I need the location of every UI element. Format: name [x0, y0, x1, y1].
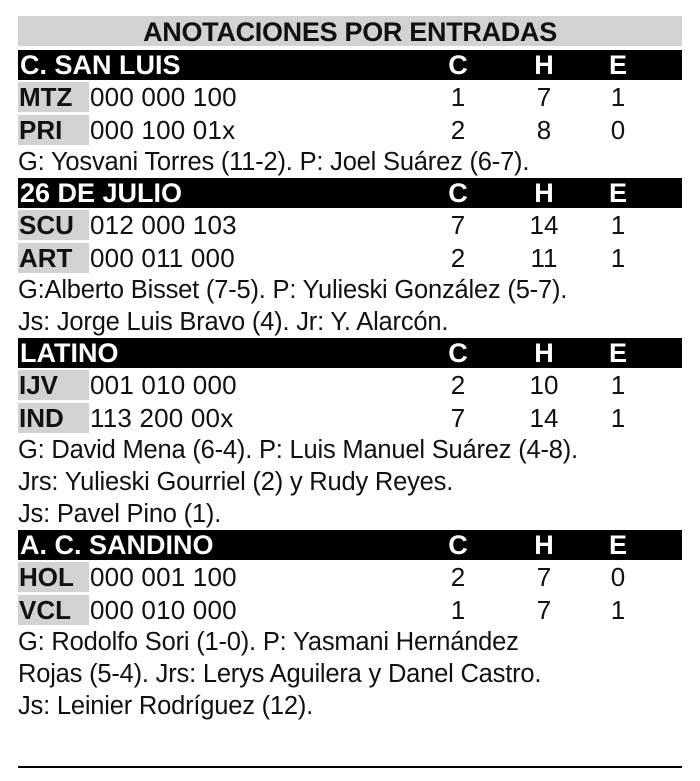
game-latino: [18, 338, 682, 530]
line-score: 000 011 000: [90, 243, 235, 273]
team-abbr: VCL: [18, 595, 89, 625]
pitcher-note: G: Yosvani Torres (11-2). P: Joel Suárez (6-7).: [18, 148, 530, 176]
team-row: [18, 241, 682, 274]
col-header-hits: H: [534, 530, 554, 560]
runs: 1: [450, 82, 466, 112]
venue-name: LATINO: [20, 338, 119, 368]
team-abbr: SCU: [18, 210, 89, 240]
runs: 2: [450, 370, 466, 400]
pitcher-note: G: Rodolfo Sori (1-0). P: Yasmani Hernández: [18, 628, 519, 656]
hits: 10: [529, 370, 559, 400]
line-score: 000 001 100: [90, 562, 237, 592]
runs: 7: [450, 210, 466, 240]
game-header: [18, 50, 682, 80]
hits: 14: [529, 210, 559, 240]
game-header: [18, 530, 682, 560]
team-row: [18, 593, 682, 626]
line-score: 012 000 103: [90, 210, 237, 240]
runs: 7: [450, 403, 466, 433]
col-header-errors: E: [608, 178, 627, 208]
col-header-hits: H: [534, 338, 554, 368]
errors: 1: [610, 370, 626, 400]
table-title: ANOTACIONES POR ENTRADAS: [18, 16, 682, 46]
team-abbr: IJV: [18, 370, 89, 400]
runs: 2: [450, 243, 466, 273]
errors: 1: [610, 403, 626, 433]
hits: 14: [529, 403, 559, 433]
col-header-hits: H: [534, 50, 554, 80]
team-row: [18, 208, 682, 241]
game-header: [18, 338, 682, 368]
errors: 1: [610, 243, 626, 273]
scoreboard-table: [18, 0, 682, 722]
team-row: [18, 401, 682, 434]
game-ac-sandino: [18, 530, 682, 722]
homerun-note: Js: Jorge Luis Bravo (4). Jr: Y. Alarcón.: [18, 308, 449, 336]
game-26-de-julio: [18, 178, 682, 338]
homerun-note: Js: Pavel Pino (1).: [18, 500, 222, 528]
hits: 11: [530, 243, 558, 273]
col-header-runs: C: [448, 530, 468, 560]
col-header-runs: C: [448, 50, 468, 80]
runs: 1: [450, 595, 466, 625]
team-abbr: HOL: [18, 562, 89, 592]
errors: 1: [610, 210, 626, 240]
homerun-note: Js: Leinier Rodríguez (12).: [18, 692, 314, 720]
bottom-rule: [18, 766, 682, 768]
runs: 2: [450, 562, 466, 592]
line-score: 000 100 01x: [90, 115, 236, 145]
line-score: 113 200 00x: [90, 403, 234, 433]
team-abbr: IND: [18, 403, 89, 433]
team-row: [18, 80, 682, 113]
homerun-note: Jrs: Yulieski Gourriel (2) y Rudy Reyes.: [18, 468, 454, 496]
errors: 0: [610, 562, 626, 592]
team-row: [18, 560, 682, 593]
line-score: 000 000 100: [90, 82, 237, 112]
col-header-runs: C: [448, 338, 468, 368]
pitcher-note: Rojas (5-4). Jrs: Lerys Aguilera y Danel Castro.: [18, 660, 542, 688]
venue-name: 26 DE JULIO: [20, 178, 183, 208]
team-abbr: PRI: [18, 115, 89, 145]
venue-name: C. SAN LUIS: [20, 50, 181, 80]
errors: 1: [610, 82, 626, 112]
hits: 7: [536, 595, 552, 625]
errors: 0: [610, 115, 626, 145]
pitcher-note: G: David Mena (6-4). P: Luis Manuel Suárez (4-8).: [18, 436, 578, 464]
col-header-runs: C: [448, 178, 468, 208]
venue-name: A. C. SANDINO: [20, 530, 214, 560]
col-header-errors: E: [608, 338, 627, 368]
col-header-errors: E: [608, 530, 627, 560]
hits: 8: [536, 115, 552, 145]
line-score: 000 010 000: [90, 595, 237, 625]
game-header: [18, 178, 682, 208]
col-header-errors: E: [608, 50, 627, 80]
col-header-hits: H: [534, 178, 554, 208]
line-score: 001 010 000: [90, 370, 237, 400]
team-abbr: MTZ: [18, 82, 89, 112]
team-row: [18, 113, 682, 146]
team-row: [18, 368, 682, 401]
errors: 1: [610, 595, 626, 625]
runs: 2: [450, 115, 466, 145]
team-abbr: ART: [18, 243, 89, 273]
hits: 7: [536, 82, 552, 112]
hits: 7: [536, 562, 552, 592]
pitcher-note: G:Alberto Bisset (7-5). P: Yulieski González (5-7).: [18, 276, 568, 304]
game-san-luis: [18, 50, 682, 178]
